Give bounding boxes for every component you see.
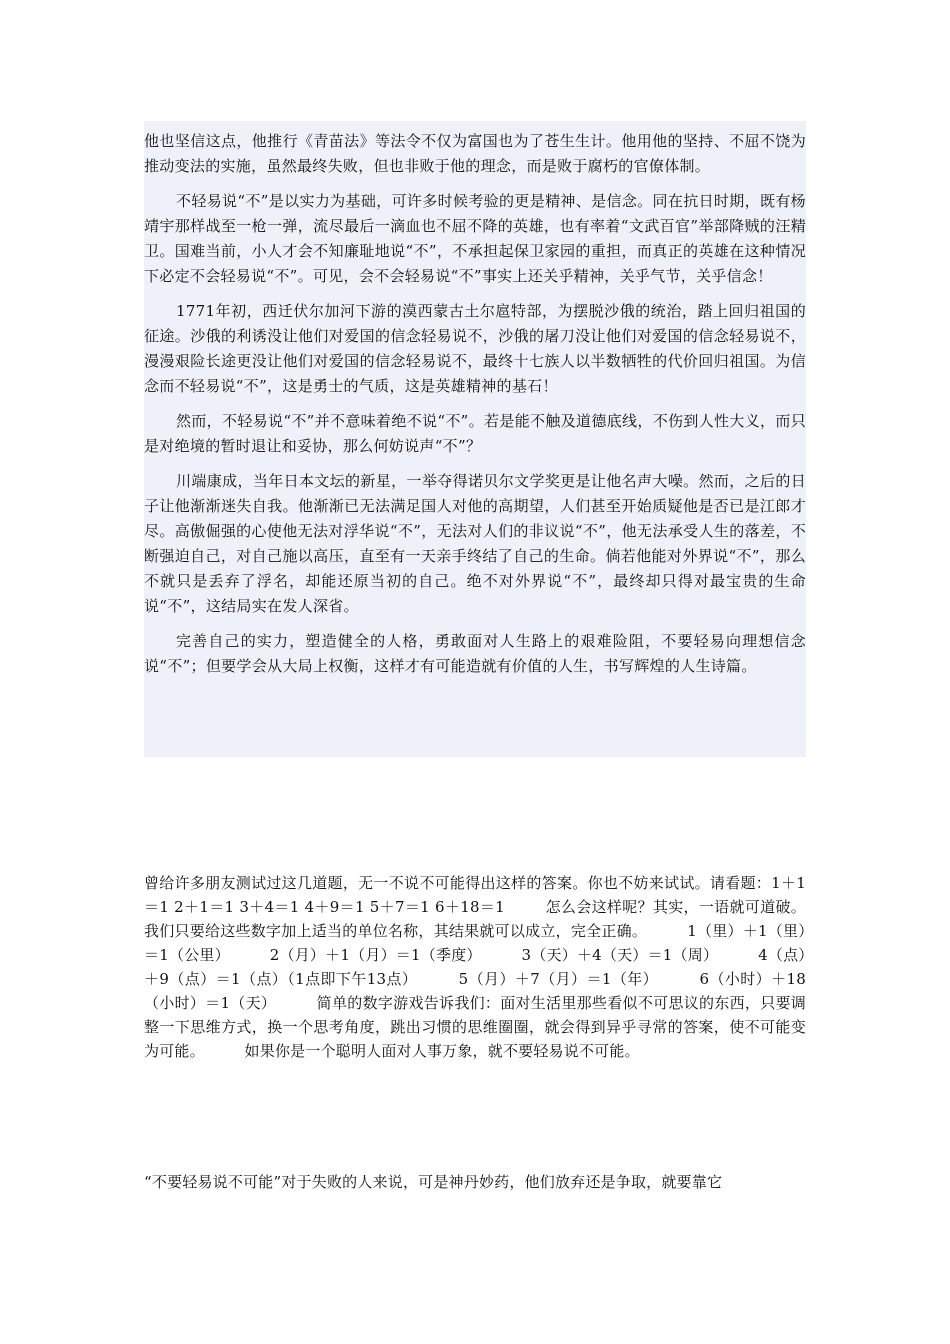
essay-paragraph-3: 1771年初，西迁伏尔加河下游的漠西蒙古土尔扈特部，为摆脱沙俄的统治，踏上回归祖国的征途。沙俄的利诱没让他们对爱国的信念轻易说不，沙俄的屠刀没让他们对爱国的信念轻易说不，漫漫艰险长途更没让他们对爱国的信念轻易说不，最终十七族人以半数牺牲的代价回归祖国。为信念而不轻易说“不”，这是勇士的气质，这是英雄精神的基石！: [144, 302, 806, 395]
essay-paragraph-5: 川端康成，当年日本文坛的新星，一举夺得诺贝尔文学奖更是让他名声大噪。然而，之后的日子让他渐渐迷失自我。他渐渐已无法满足国人对他的高期望，人们甚至开始质疑他是否已是江郎才尽。高傲倔强的心使他无法对浮华说“不”，无法对人们的非议说“不”，他无法承受人生的落差，不断强迫自己，对自己施以高压，直至有一天亲手终结了自己的生命。倘若他能对外界说“不”，那么不就只是丢弃了浮名，却能还原当初的自己。绝不对外界说“不”，最终却只得对最宝贵的生命说“不”，这结局实在发人深省。: [144, 472, 806, 615]
puzzle-section: [144, 871, 806, 1063]
closing-line: “不要轻易说不可能”对于失败的人来说，可是神丹妙药，他们放弃还是争取，就要靠它: [144, 1173, 723, 1191]
puzzle-paragraph: 曾给许多朋友测试过这几道题，无一不说不可能得出这样的答案。你也不妨来试试。请看题：1＋1＝1 2＋1＝1 3＋4＝1 4＋9＝1 5＋7＝1 6＋18＝1 怎么会这样呢？其实，一语就可道破。我们只要给这些数字加上适当的单位名称，其结果就可以成立，完全正确。 1（里）＋1（里）＝1（公里） 2（月）＋1（月）＝1（季度） 3（天）＋4（天）＝1（周） 4（点）＋9（点）＝1（点）（1点即下午13点） 5（月）＋7（月）＝1（年） 6（小时）＋18（小时）＝1（天） 简单的数字游戏告诉我们：面对生活里那些看似不可思议的东西，只要调整一下思维方式，换一个思考角度，跳出习惯的思维圈圈，就会得到异乎寻常的答案，使不可能变为可能。 如果你是一个聪明人面对人事万象，就不要轻易说不可能。: [144, 874, 806, 1060]
essay-paragraph-4: 然而，不轻易说“不”并不意味着绝不说“不”。若是能不触及道德底线，不伤到人性大义，而只是对绝境的暂时退让和妥协，那么何妨说声“不”？: [144, 412, 806, 455]
essay-paragraph-6: 完善自己的实力，塑造健全的人格，勇敢面对人生路上的艰难险阻，不要轻易向理想信念说“不”；但要学会从大局上权衡，这样才有可能造就有价值的人生，书写辉煌的人生诗篇。: [144, 632, 806, 675]
essay-paragraph-1: 他也坚信这点，他推行《青苗法》等法令不仅为富国也为了苍生生计。他用他的坚持、不屈不饶为推动变法的实施，虽然最终失败，但也非败于他的理念，而是败于腐朽的官僚体制。: [144, 132, 806, 175]
essay-section: [144, 121, 806, 757]
essay-paragraph-2: 不轻易说“不”是以实力为基础，可许多时候考验的更是精神、是信念。同在抗日时期，既有杨靖宇那样战至一枪一弹，流尽最后一滴血也不屈不降的英雄，也有率着“文武百官”举部降贼的汪精卫。国难当前，小人才会不知廉耻地说“不”，不承担起保卫家园的重担，而真正的英雄在这种情况下必定不会轻易说“不”。可见，会不会轻易说“不”事实上还关乎精神，关乎气节，关乎信念！: [144, 192, 806, 285]
